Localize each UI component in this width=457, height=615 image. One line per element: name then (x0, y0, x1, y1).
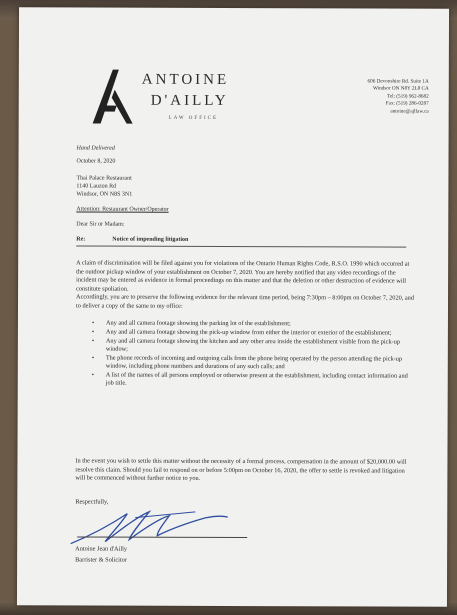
subject-label: Re: (76, 236, 86, 243)
body-paragraph-settlement: In the event you wish to settle this matter without the necessity of a formal process, compensation in the amount of $20,000.00 will resolve this claim. Should you fail to respond on or before 5:00pm on October 16, 2020, the offer to settle is revoked and litigation will be commenced without further notice to you. (75, 457, 407, 482)
firm-subtitle: LAW OFFICE (168, 115, 219, 121)
delivery-method: Hand Delivered (76, 145, 115, 152)
subject-text: Notice of impending litigation (112, 236, 189, 243)
signature-icon (65, 503, 230, 549)
address-line: 606 Devonshire Rd. Suite 1A (367, 78, 429, 85)
list-item (92, 354, 416, 372)
recipient-line: 1140 Lauzon Rd (76, 183, 117, 190)
firm-name-line1: ANTOINE (141, 71, 230, 88)
closing: Respectfully, (75, 498, 109, 506)
attention-line: Attention: Restaurant Owner/Operator (76, 206, 169, 213)
signer-title: Barrister & Solicitor (75, 556, 127, 564)
list-item (92, 371, 416, 389)
recipient-block (76, 174, 132, 198)
firm-logo-icon (89, 65, 135, 127)
address-fax: Fax: (519) 286-0287 (385, 100, 429, 107)
list-item-text: The phone records of incoming and outgoing calls from the phone being operated by the person attending the pick-up window, including phone numbers and durations of any such calls; and (105, 354, 403, 370)
bullet-icon: • (91, 371, 94, 379)
letter-page (17, 7, 449, 606)
address-phone: Tel: (519) 962-8682 (387, 93, 429, 100)
bullet-icon: • (91, 337, 95, 345)
evidence-list (92, 320, 416, 390)
body-paragraph-preservation: Accordingly, you are to preserve the following evidence for the relevant time period, being 7:30pm – 8:00pm on October 7, 2020, and to deliver a copy of the same to my office: (75, 293, 414, 310)
recipient-line: Thai Palace Restaurant (76, 175, 132, 182)
salutation: Dear Sir or Madam: (76, 221, 125, 228)
list-item-text: Any and all camera footage showing the pick-up window from either the interior or exterior of the establishment; (105, 328, 392, 337)
bullet-icon: • (91, 354, 95, 362)
recipient-line: Windsor, ON N8S 3N1 (76, 191, 133, 198)
signer-name: Antoine Jean d'Ailly (75, 545, 128, 553)
letter-date: October 8, 2020 (76, 158, 116, 165)
list-item (92, 328, 416, 337)
body-paragraph-claim: A claim of discrimination will be filed against you for violations of the Ontario Human Rights Code, R.S.O. 1990 which occurred at the outdoor pickup window of your establishment on October 7, 2020. You are hereby notified that any video recordings of the incident may be entered as evidence in formal proceedings on this matter and that the deletion or other destruction of evidence will constitute spoliation. (76, 259, 410, 293)
list-item (92, 320, 416, 329)
firm-address (367, 78, 428, 115)
subject-divider (76, 245, 406, 247)
address-line: Windsor ON N8Y 2L8 CA (372, 85, 429, 93)
bullet-icon: • (91, 328, 95, 336)
list-item-text: Any and all camera footage showing the parking lot of the establishment; (105, 319, 291, 328)
address-email: antoine@ajllaw.ca (390, 108, 429, 115)
bullet-icon: • (91, 319, 95, 327)
firm-name-line2: D'AILLY (150, 92, 229, 109)
list-item (92, 337, 416, 355)
list-item-text: A list of the names of all persons employed or otherwise present at the establishment, including contact information and job title. (105, 371, 408, 387)
list-item-text: Any and all camera footage showing the kitchen and any other area inside the establishment visible from the pick-up window; (105, 337, 401, 353)
